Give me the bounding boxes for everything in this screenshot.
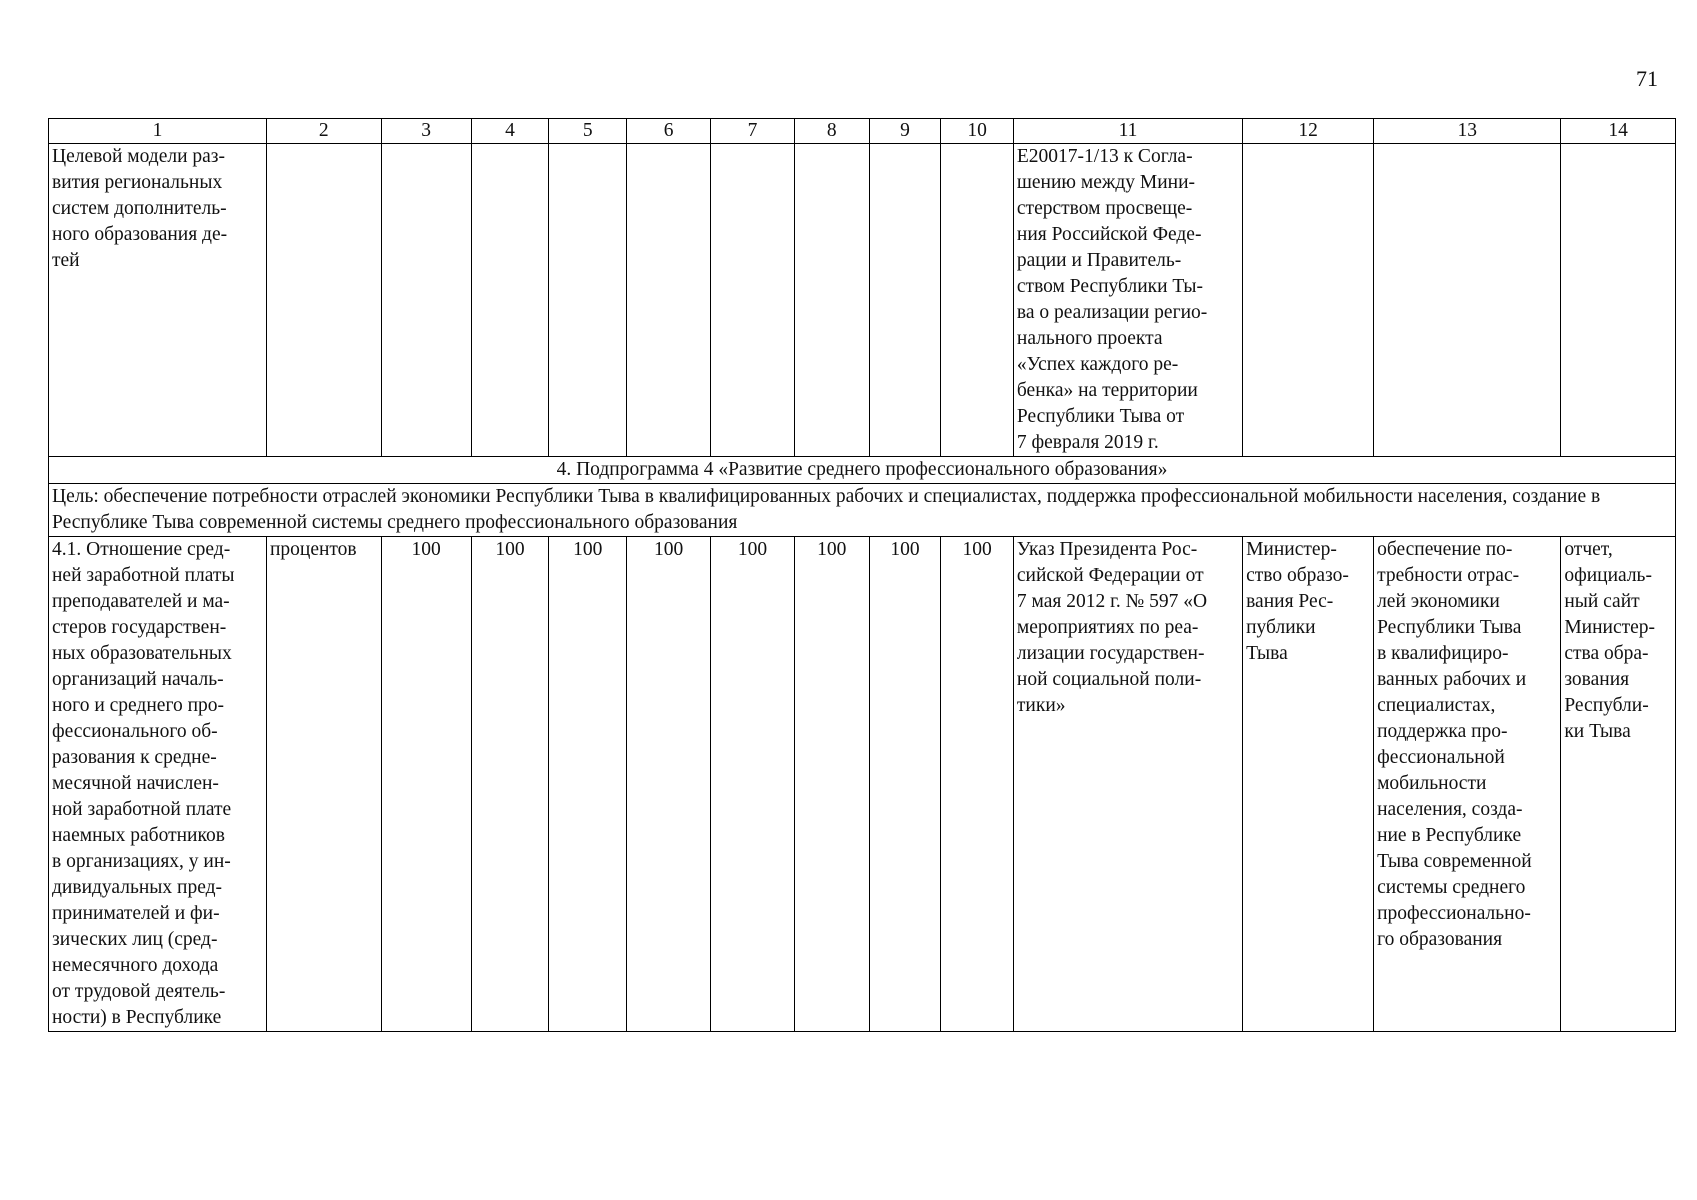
- value-cell: 100: [941, 537, 1014, 1032]
- empty-cell: [266, 144, 381, 457]
- value-cell: 100: [381, 537, 471, 1032]
- column-number: 5: [549, 119, 627, 144]
- empty-cell: [1374, 144, 1561, 457]
- value-cell: 100: [794, 537, 869, 1032]
- goal-row: [49, 484, 1676, 537]
- source-cell: отчет, официаль- ный сайт Министер- ства обра- зования Республи- ки Тыва: [1561, 537, 1676, 1032]
- column-number: 8: [794, 119, 869, 144]
- column-number: 10: [941, 119, 1014, 144]
- column-number: 11: [1013, 119, 1242, 144]
- column-number: 12: [1243, 119, 1374, 144]
- empty-cell: [549, 144, 627, 457]
- legal-basis-cell: Указ Президента Рос- сийской Федерации от 7 мая 2012 г. № 597 «О мероприятиях по реа- лизации государствен- ной социальной поли- тики»: [1013, 537, 1242, 1032]
- empty-cell: [471, 144, 549, 457]
- empty-cell: [794, 144, 869, 457]
- table-row: [49, 537, 1676, 1032]
- column-number: 1: [49, 119, 267, 144]
- value-cell: 100: [549, 537, 627, 1032]
- unit-cell: процентов: [266, 537, 381, 1032]
- column-number: 6: [627, 119, 711, 144]
- column-number: 4: [471, 119, 549, 144]
- column-number: 7: [711, 119, 795, 144]
- indicator-name-cell: 4.1. Отношение сред- ней заработной платы преподавателей и ма- стеров государствен- ных образовательных организаций началь- ного и среднего про- фессионального об- разования к средне- месячной начислен- ной заработной плате наемных работников в организациях, у ин- дивидуальных пред- принимателей и фи- зических лиц (сред- немесячного дохода от трудовой деятель- ности) в Республике: [49, 537, 267, 1032]
- subprogram-title-row: [49, 457, 1676, 484]
- subprogram-title: 4. Подпрограмма 4 «Развитие среднего профессионального образования»: [49, 457, 1676, 484]
- column-number: 3: [381, 119, 471, 144]
- column-number: 9: [869, 119, 941, 144]
- empty-cell: [711, 144, 795, 457]
- page-number: 71: [1636, 66, 1658, 91]
- expected-result-cell: обеспечение по- требности отрас- лей экономики Республики Тыва в квалифициро- ванных рабочих и специалистах, поддержка про- фессиональной мобильности населения, созда- ние в Республике Тыва современной системы среднего профессионально- го образования: [1374, 537, 1561, 1032]
- empty-cell: [1561, 144, 1676, 457]
- empty-cell: [869, 144, 941, 457]
- value-cell: 100: [869, 537, 941, 1032]
- empty-cell: [1243, 144, 1374, 457]
- column-number: 13: [1374, 119, 1561, 144]
- empty-cell: [627, 144, 711, 457]
- legal-basis-cell: Е20017-1/13 к Согла- шению между Мини- стерством просвеще- ния Российской Феде- рации и Правитель- ством Республики Ты- ва о реализации регио- нального проекта «Успех каждого ре- бенка» на территории Республики Тыва от 7 февраля 2019 г.: [1013, 144, 1242, 457]
- column-number: 14: [1561, 119, 1676, 144]
- table-row: [49, 144, 1676, 457]
- indicators-table: [48, 118, 1676, 1032]
- indicator-name-cell: Целевой модели раз- вития региональных систем дополнитель- ного образования де- тей: [49, 144, 267, 457]
- value-cell: 100: [627, 537, 711, 1032]
- column-number: 2: [266, 119, 381, 144]
- empty-cell: [941, 144, 1014, 457]
- goal-text: Цель: обеспечение потребности отраслей экономики Республики Тыва в квалифицированных рабочих и специалистах, поддержка профессиональной мобильности населения, создание в Республике Тыва современной системы среднего профессионального образования: [49, 484, 1676, 537]
- column-number-row: [49, 119, 1676, 144]
- empty-cell: [381, 144, 471, 457]
- responsible-cell: Министер- ство образо- вания Рес- публики Тыва: [1243, 537, 1374, 1032]
- value-cell: 100: [711, 537, 795, 1032]
- value-cell: 100: [471, 537, 549, 1032]
